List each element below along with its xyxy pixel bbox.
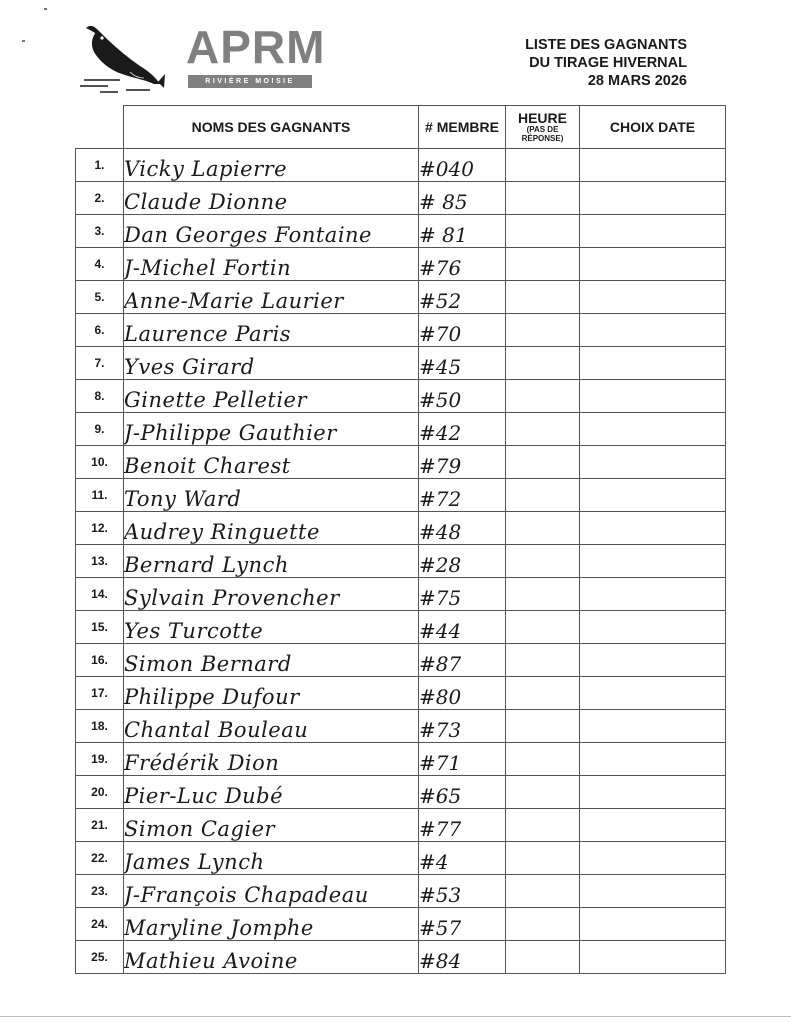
winner-name: Audrey Ringuette bbox=[124, 512, 419, 545]
heure-cell bbox=[506, 578, 580, 611]
row-number: 16. bbox=[76, 644, 124, 677]
choix-date-cell bbox=[580, 413, 726, 446]
winner-name: Tony Ward bbox=[124, 479, 419, 512]
winner-name: Yes Turcotte bbox=[124, 611, 419, 644]
choix-date-cell bbox=[580, 314, 726, 347]
heure-cell bbox=[506, 941, 580, 974]
row-number: 13. bbox=[76, 545, 124, 578]
heure-cell bbox=[506, 281, 580, 314]
heure-cell bbox=[506, 215, 580, 248]
table-row bbox=[76, 446, 726, 479]
row-number: 15. bbox=[76, 611, 124, 644]
heure-cell bbox=[506, 347, 580, 380]
table-row bbox=[76, 182, 726, 215]
winner-name: Laurence Paris bbox=[124, 314, 419, 347]
choix-date-cell bbox=[580, 776, 726, 809]
winner-name: James Lynch bbox=[124, 842, 419, 875]
row-number: 11. bbox=[76, 479, 124, 512]
member-number: #65 bbox=[419, 776, 506, 809]
table-row bbox=[76, 215, 726, 248]
heure-cell bbox=[506, 809, 580, 842]
header-member: # MEMBRE bbox=[419, 106, 506, 149]
row-number: 20. bbox=[76, 776, 124, 809]
row-number: 10. bbox=[76, 446, 124, 479]
member-number: #28 bbox=[419, 545, 506, 578]
choix-date-cell bbox=[580, 281, 726, 314]
winner-name: J-Philippe Gauthier bbox=[124, 413, 419, 446]
row-number: 19. bbox=[76, 743, 124, 776]
logo-wordmark: APRM bbox=[186, 21, 326, 73]
scan-speck bbox=[44, 8, 47, 10]
choix-date-cell bbox=[580, 908, 726, 941]
member-number: #71 bbox=[419, 743, 506, 776]
row-number: 17. bbox=[76, 677, 124, 710]
member-number: #4 bbox=[419, 842, 506, 875]
heure-cell bbox=[506, 380, 580, 413]
table-row bbox=[76, 842, 726, 875]
row-number: 3. bbox=[76, 215, 124, 248]
title-line-2: DU TIRAGE HIVERNAL bbox=[529, 55, 687, 71]
winner-name: Simon Bernard bbox=[124, 644, 419, 677]
winner-name: Pier-Luc Dubé bbox=[124, 776, 419, 809]
table-row bbox=[76, 776, 726, 809]
member-number: #040 bbox=[419, 149, 506, 182]
member-number: #80 bbox=[419, 677, 506, 710]
member-number: #42 bbox=[419, 413, 506, 446]
member-number: #76 bbox=[419, 248, 506, 281]
salmon-logo-icon bbox=[80, 22, 165, 97]
row-number: 14. bbox=[76, 578, 124, 611]
winner-name: J-François Chapadeau bbox=[124, 875, 419, 908]
page-bottom-rule bbox=[0, 1016, 791, 1017]
table-row bbox=[76, 908, 726, 941]
choix-date-cell bbox=[580, 941, 726, 974]
choix-date-cell bbox=[580, 710, 726, 743]
heure-cell bbox=[506, 677, 580, 710]
winner-name: Bernard Lynch bbox=[124, 545, 419, 578]
winner-name: Chantal Bouleau bbox=[124, 710, 419, 743]
winner-name: Vicky Lapierre bbox=[124, 149, 419, 182]
member-number: #53 bbox=[419, 875, 506, 908]
table-row bbox=[76, 281, 726, 314]
table-row bbox=[76, 512, 726, 545]
member-number: #79 bbox=[419, 446, 506, 479]
winner-name: Claude Dionne bbox=[124, 182, 419, 215]
header-blank-cell bbox=[76, 106, 124, 149]
table-row bbox=[76, 314, 726, 347]
table-row bbox=[76, 941, 726, 974]
table-row bbox=[76, 248, 726, 281]
winner-name: Anne-Marie Laurier bbox=[124, 281, 419, 314]
table-row bbox=[76, 545, 726, 578]
heure-cell bbox=[506, 710, 580, 743]
member-number: #75 bbox=[419, 578, 506, 611]
choix-date-cell bbox=[580, 248, 726, 281]
header bbox=[0, 0, 791, 105]
choix-date-cell bbox=[580, 644, 726, 677]
heure-cell bbox=[506, 182, 580, 215]
row-number: 4. bbox=[76, 248, 124, 281]
table-row bbox=[76, 479, 726, 512]
row-number: 12. bbox=[76, 512, 124, 545]
row-number: 9. bbox=[76, 413, 124, 446]
heure-cell bbox=[506, 149, 580, 182]
choix-date-cell bbox=[580, 875, 726, 908]
choix-date-cell bbox=[580, 149, 726, 182]
member-number: #50 bbox=[419, 380, 506, 413]
member-number: #57 bbox=[419, 908, 506, 941]
header-heure-label: HEURE bbox=[517, 110, 567, 126]
choix-date-cell bbox=[580, 578, 726, 611]
heure-cell bbox=[506, 314, 580, 347]
choix-date-cell bbox=[580, 842, 726, 875]
table-row bbox=[76, 743, 726, 776]
heure-cell bbox=[506, 479, 580, 512]
table-row bbox=[76, 677, 726, 710]
choix-date-cell bbox=[580, 512, 726, 545]
header-heure bbox=[506, 106, 580, 149]
row-number: 21. bbox=[76, 809, 124, 842]
row-number: 24. bbox=[76, 908, 124, 941]
heure-cell bbox=[506, 248, 580, 281]
row-number: 7. bbox=[76, 347, 124, 380]
member-number: #45 bbox=[419, 347, 506, 380]
choix-date-cell bbox=[580, 347, 726, 380]
choix-date-cell bbox=[580, 611, 726, 644]
choix-date-cell bbox=[580, 545, 726, 578]
winner-name: Philippe Dufour bbox=[124, 677, 419, 710]
heure-cell bbox=[506, 512, 580, 545]
member-number: #48 bbox=[419, 512, 506, 545]
winner-name: Frédérik Dion bbox=[124, 743, 419, 776]
row-number: 8. bbox=[76, 380, 124, 413]
choix-date-cell bbox=[580, 677, 726, 710]
winner-name: Benoit Charest bbox=[124, 446, 419, 479]
winner-name: J-Michel Fortin bbox=[124, 248, 419, 281]
heure-cell bbox=[506, 413, 580, 446]
header-heure-note: (PAS DE RÉPONSE) bbox=[521, 125, 564, 143]
choix-date-cell bbox=[580, 479, 726, 512]
winner-name: Dan Georges Fontaine bbox=[124, 215, 419, 248]
member-number: #72 bbox=[419, 479, 506, 512]
choix-date-cell bbox=[580, 182, 726, 215]
winner-name: Ginette Pelletier bbox=[124, 380, 419, 413]
member-number: # 85 bbox=[419, 182, 506, 215]
table-row bbox=[76, 578, 726, 611]
choix-date-cell bbox=[580, 215, 726, 248]
row-number: 22. bbox=[76, 842, 124, 875]
member-number: #70 bbox=[419, 314, 506, 347]
table-row bbox=[76, 710, 726, 743]
title-line-1: LISTE DES GAGNANTS bbox=[525, 37, 687, 53]
heure-cell bbox=[506, 743, 580, 776]
table-row bbox=[76, 809, 726, 842]
heure-cell bbox=[506, 545, 580, 578]
choix-date-cell bbox=[580, 809, 726, 842]
winner-name: Yves Girard bbox=[124, 347, 419, 380]
row-number: 2. bbox=[76, 182, 124, 215]
table-row bbox=[76, 413, 726, 446]
table-body bbox=[76, 149, 726, 974]
table-row bbox=[76, 149, 726, 182]
row-number: 5. bbox=[76, 281, 124, 314]
member-number: #52 bbox=[419, 281, 506, 314]
winner-name: Simon Cagier bbox=[124, 809, 419, 842]
row-number: 18. bbox=[76, 710, 124, 743]
heure-cell bbox=[506, 875, 580, 908]
member-number: #87 bbox=[419, 644, 506, 677]
table-header-row bbox=[76, 106, 726, 149]
heure-cell bbox=[506, 446, 580, 479]
member-number: # 81 bbox=[419, 215, 506, 248]
row-number: 6. bbox=[76, 314, 124, 347]
heure-cell bbox=[506, 908, 580, 941]
table-row bbox=[76, 611, 726, 644]
choix-date-cell bbox=[580, 446, 726, 479]
heure-cell bbox=[506, 644, 580, 677]
title-date: 28 MARS 2026 bbox=[587, 73, 687, 89]
member-number: #77 bbox=[419, 809, 506, 842]
heure-cell bbox=[506, 842, 580, 875]
winner-name: Maryline Jomphe bbox=[124, 908, 419, 941]
logo-subtitle: RIVIÈRE MOISIE bbox=[188, 75, 312, 88]
heure-cell bbox=[506, 611, 580, 644]
row-number: 23. bbox=[76, 875, 124, 908]
row-number: 25. bbox=[76, 941, 124, 974]
table-row bbox=[76, 380, 726, 413]
member-number: #73 bbox=[419, 710, 506, 743]
table-row bbox=[76, 875, 726, 908]
table-row bbox=[76, 644, 726, 677]
scan-speck bbox=[22, 40, 25, 42]
table-row bbox=[76, 347, 726, 380]
logo bbox=[186, 21, 336, 94]
winner-name: Sylvain Provencher bbox=[124, 578, 419, 611]
row-number: 1. bbox=[76, 149, 124, 182]
choix-date-cell bbox=[580, 743, 726, 776]
winner-name: Mathieu Avoine bbox=[124, 941, 419, 974]
header-date: CHOIX DATE bbox=[580, 106, 726, 149]
member-number: #44 bbox=[419, 611, 506, 644]
heure-cell bbox=[506, 776, 580, 809]
header-names: NOMS DES GAGNANTS bbox=[124, 106, 419, 149]
winners-table bbox=[75, 105, 726, 974]
choix-date-cell bbox=[580, 380, 726, 413]
document-title bbox=[525, 36, 687, 90]
member-number: #84 bbox=[419, 941, 506, 974]
